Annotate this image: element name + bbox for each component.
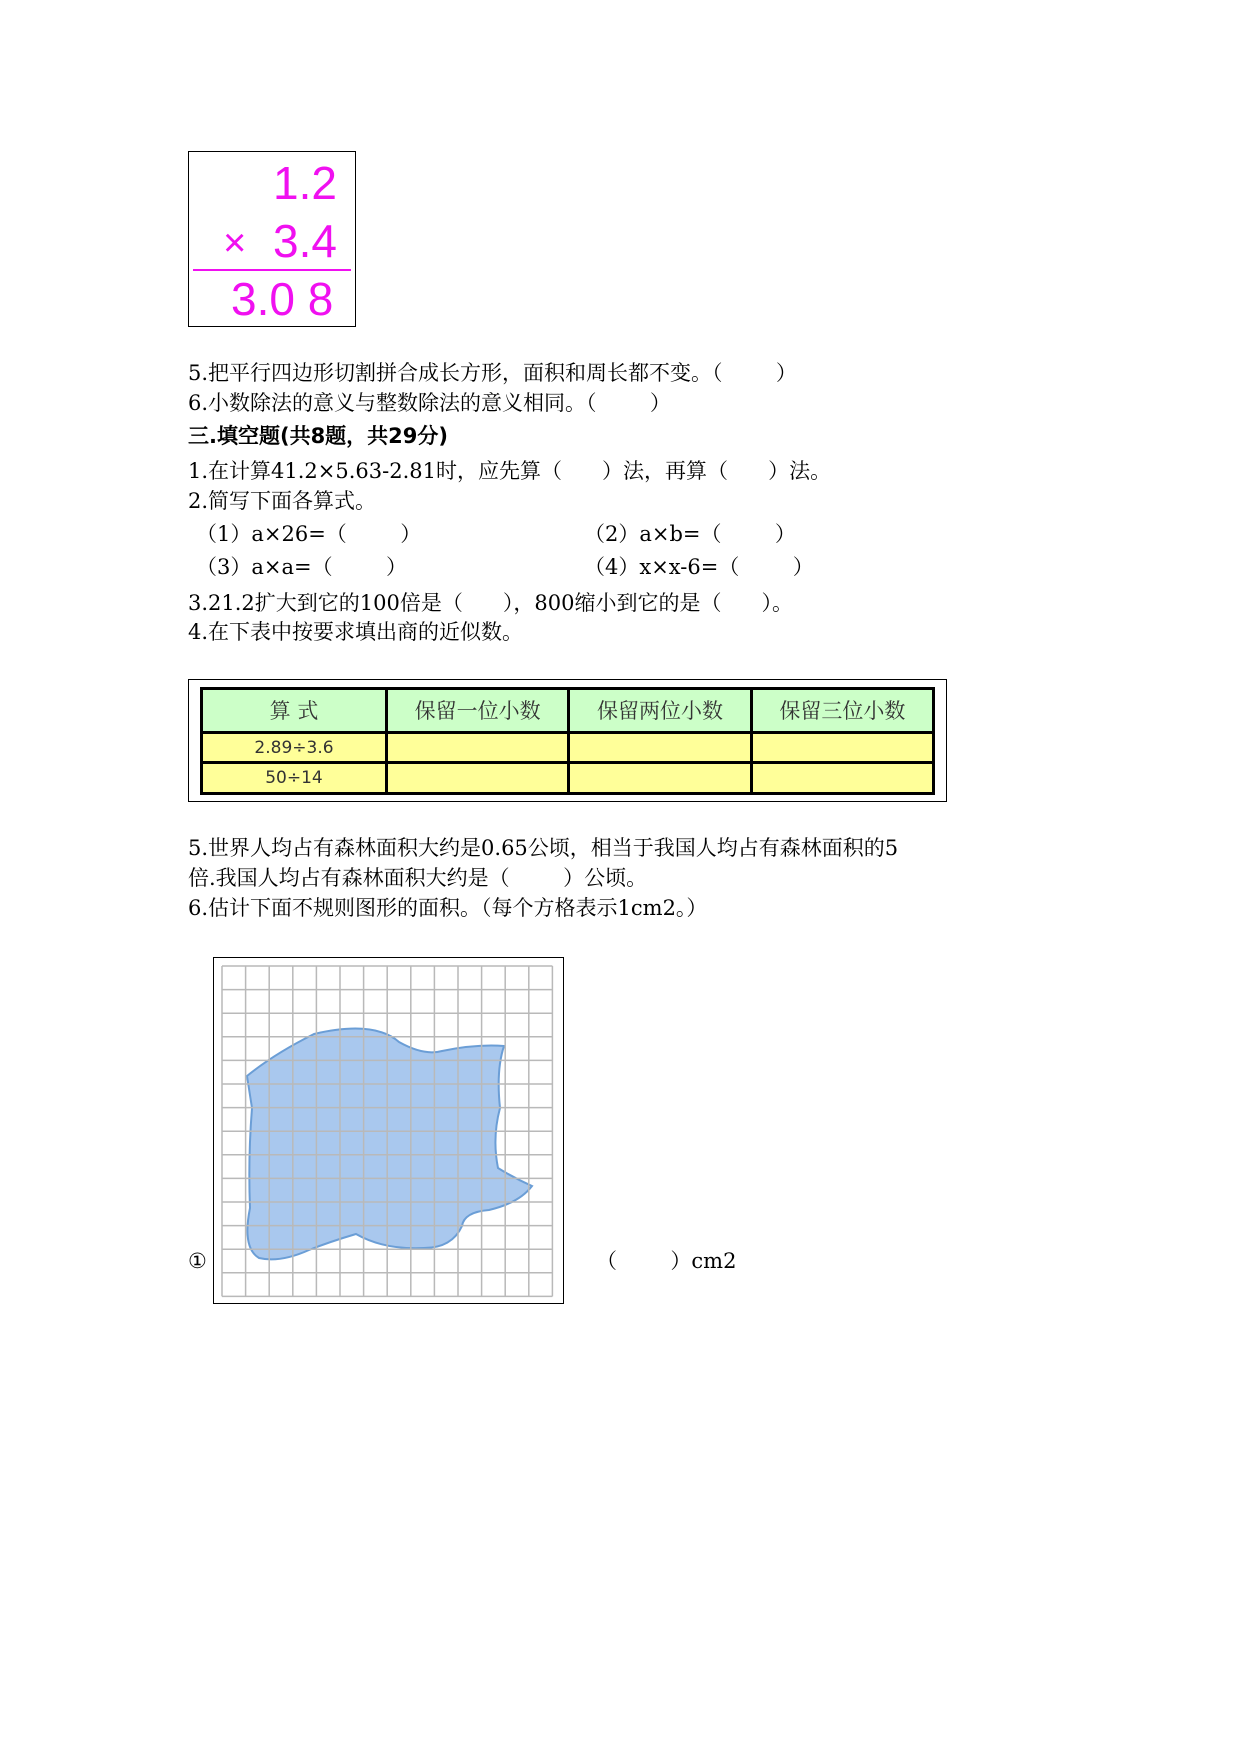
multiply-sign: × <box>223 221 247 265</box>
multiplicand: 1.2 <box>273 157 337 209</box>
header-cell: 算 式 <box>202 689 387 733</box>
multiplication-figure <box>188 151 356 327</box>
fill-q5-line1: 5.世界人均占有森林面积大约是0.65公顷，相当于我国人均占有森林面积的5 <box>188 836 899 860</box>
multiplier: 3.4 <box>273 215 337 267</box>
fill-q2-item-2: （2）a×b=（ ） <box>584 522 796 546</box>
area-grid-figure <box>213 957 564 1304</box>
approximation-table-frame <box>188 679 947 802</box>
table-cell <box>387 763 569 794</box>
fill-q3: 3.21.2扩大到它的100倍是（ ），800缩小到它的是（ ）。 <box>188 591 794 615</box>
fill-q1: 1.在计算41.2×5.63-2.81时，应先算（ ）法，再算（ ）法。 <box>188 459 832 483</box>
table-cell: 50÷14 <box>202 763 387 794</box>
table-cell <box>387 732 569 763</box>
product-bar <box>193 269 351 271</box>
fill-q4: 4.在下表中按要求填出商的近似数。 <box>188 620 524 644</box>
table-cell <box>751 732 933 763</box>
fill-q2-item-1: （1）a×26=（ ） <box>196 522 422 546</box>
area-answer: （ ）cm2 <box>596 1249 737 1273</box>
table-cell <box>751 763 933 794</box>
header-cell: 保留两位小数 <box>569 689 751 733</box>
table-cell <box>569 763 751 794</box>
table-cell <box>569 732 751 763</box>
fill-q5-line2: 倍.我国人均占有森林面积大约是（ ）公顷。 <box>188 866 648 890</box>
table-row <box>202 763 934 794</box>
approximation-table <box>200 687 935 795</box>
fill-q2: 2.简写下面各算式。 <box>188 489 377 513</box>
header-cell: 保留三位小数 <box>751 689 933 733</box>
section-heading: 三.填空题(共8题，共29分) <box>188 424 449 448</box>
fill-q2-item-4: （4）x×x-6=（ ） <box>584 555 814 579</box>
irregular-shape-grid <box>214 958 563 1303</box>
fill-q6: 6.估计下面不规则图形的面积。（每个方格表示1cm2。） <box>188 896 708 920</box>
table-header-row <box>202 689 934 733</box>
judgement-q5: 5.把平行四边形切割拼合成长方形，面积和周长都不变。（ ） <box>188 361 797 385</box>
header-cell: 保留一位小数 <box>387 689 569 733</box>
table-cell: 2.89÷3.6 <box>202 732 387 763</box>
figure-marker: ① <box>188 1249 207 1273</box>
product: 3.0 8 <box>231 273 334 325</box>
fill-q2-item-3: （3）a×a=（ ） <box>196 555 407 579</box>
judgement-q6: 6.小数除法的意义与整数除法的意义相同。（ ） <box>188 391 671 415</box>
table-row <box>202 732 934 763</box>
irregular-shape <box>247 1029 532 1260</box>
